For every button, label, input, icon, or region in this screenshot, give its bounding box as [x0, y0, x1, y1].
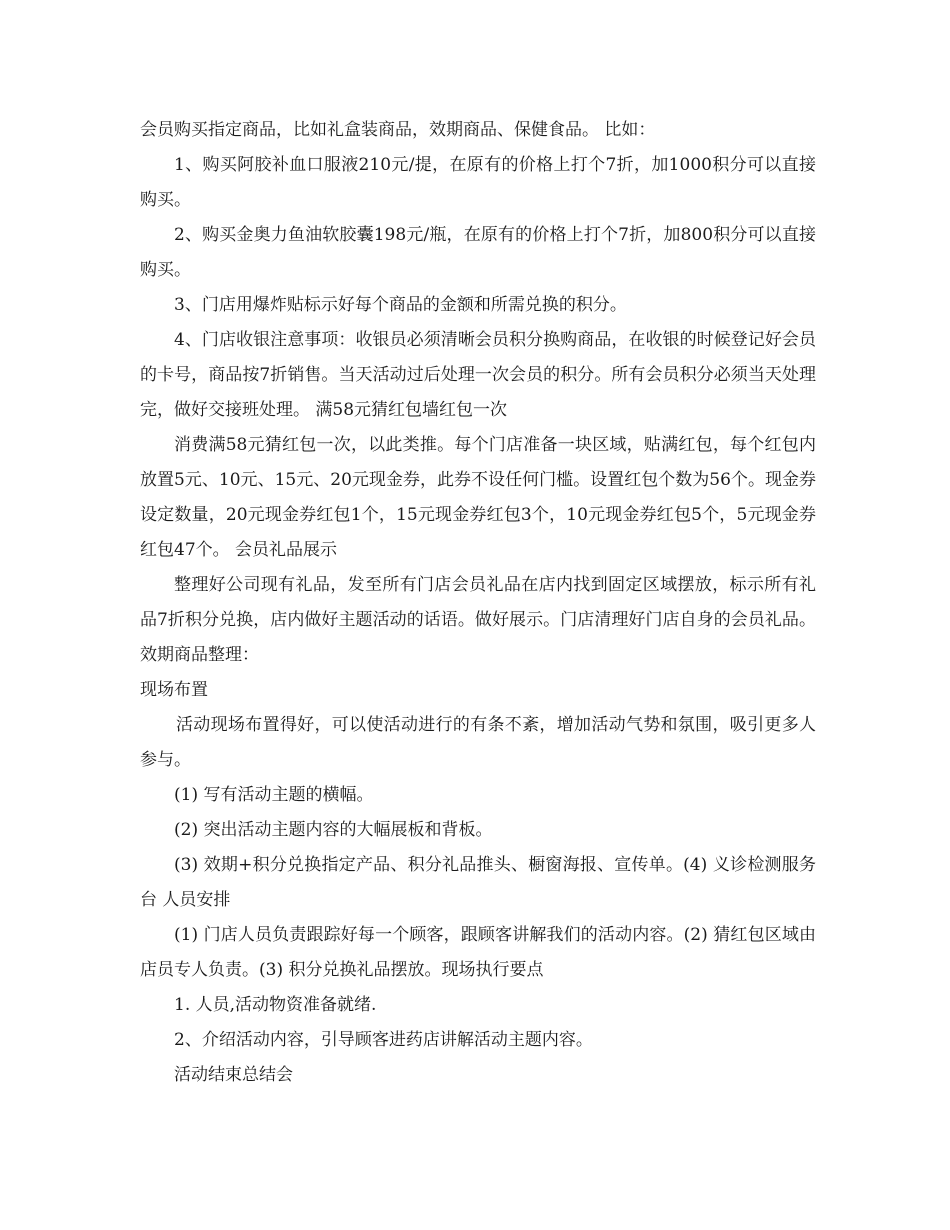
paragraph-staff: (1) 门店人员负责跟踪好每一个顾客，跟顾客讲解我们的活动内容。(2) 猜红包区域由店员专人负责。(3) 积分兑换礼品摆放。现场执行要点	[140, 925, 816, 980]
paragraph-venue-2: (2) 突出活动主题内容的大幅展板和背板。	[174, 820, 493, 840]
document-body	[140, 113, 816, 1093]
paragraph-gift-display: 整理好公司现有礼品，发至所有门店会员礼品在店内找到固定区域摆放，标示所有礼品7折积分兑换，店内做好主题活动的话语。做好展示。门店清理好门店自身的会员礼品。 效期商品整理：	[140, 575, 816, 665]
paragraph-intro: 会员购买指定商品，比如礼盒装商品，效期商品、保健食品。 比如：	[140, 120, 656, 140]
paragraph-exec-1: 1. 人员,活动物资准备就绪.	[174, 995, 377, 1015]
paragraph-item-2: 2、购买金奥力鱼油软胶囊198元/瓶，在原有的价格上打个7折，加800积分可以直接购买。	[140, 225, 816, 280]
paragraph-item-1: 1、购买阿胶补血口服液210元/提，在原有的价格上打个7折，加1000积分可以直接购买。	[140, 155, 816, 210]
paragraph-item-4: 4、门店收银注意事项：收银员必须清晰会员积分换购商品，在收银的时候登记好会员的卡号，商品按7折销售。当天活动过后处理一次会员的积分。所有会员积分必须当天处理完，做好交接班处理。 满58元猜红包墙红包一次	[140, 330, 816, 420]
paragraph-summary: 活动结束总结会	[174, 1065, 293, 1085]
paragraph-venue-intro: 活动现场布置得好，可以使活动进行的有条不紊，增加活动气势和氛围，吸引更多人参与。	[140, 715, 816, 770]
paragraph-venue-3: (3) 效期+积分兑换指定产品、积分礼品推头、橱窗海报、宣传单。(4) 义诊检测服务台 人员安排	[140, 855, 816, 910]
paragraph-exec-2: 2、介绍活动内容，引导顾客进药店讲解活动主题内容。	[174, 1030, 593, 1050]
section-heading-venue: 现场布置	[140, 680, 208, 700]
paragraph-red-envelope: 消费满58元猜红包一次，以此类推。每个门店准备一块区域，贴满红包，每个红包内放置5元、10元、15元、20元现金券，此券不设任何门槛。设置红包个数为56个。现金券设定数量，20元现金券红包1个，15元现金券红包3个，10元现金券红包5个，5元现金券红包47个。 会员礼品展示	[140, 435, 816, 560]
paragraph-venue-1: (1) 写有活动主题的横幅。	[174, 785, 374, 805]
paragraph-item-3: 3、门店用爆炸贴标示好每个商品的金额和所需兑换的积分。	[174, 295, 627, 315]
